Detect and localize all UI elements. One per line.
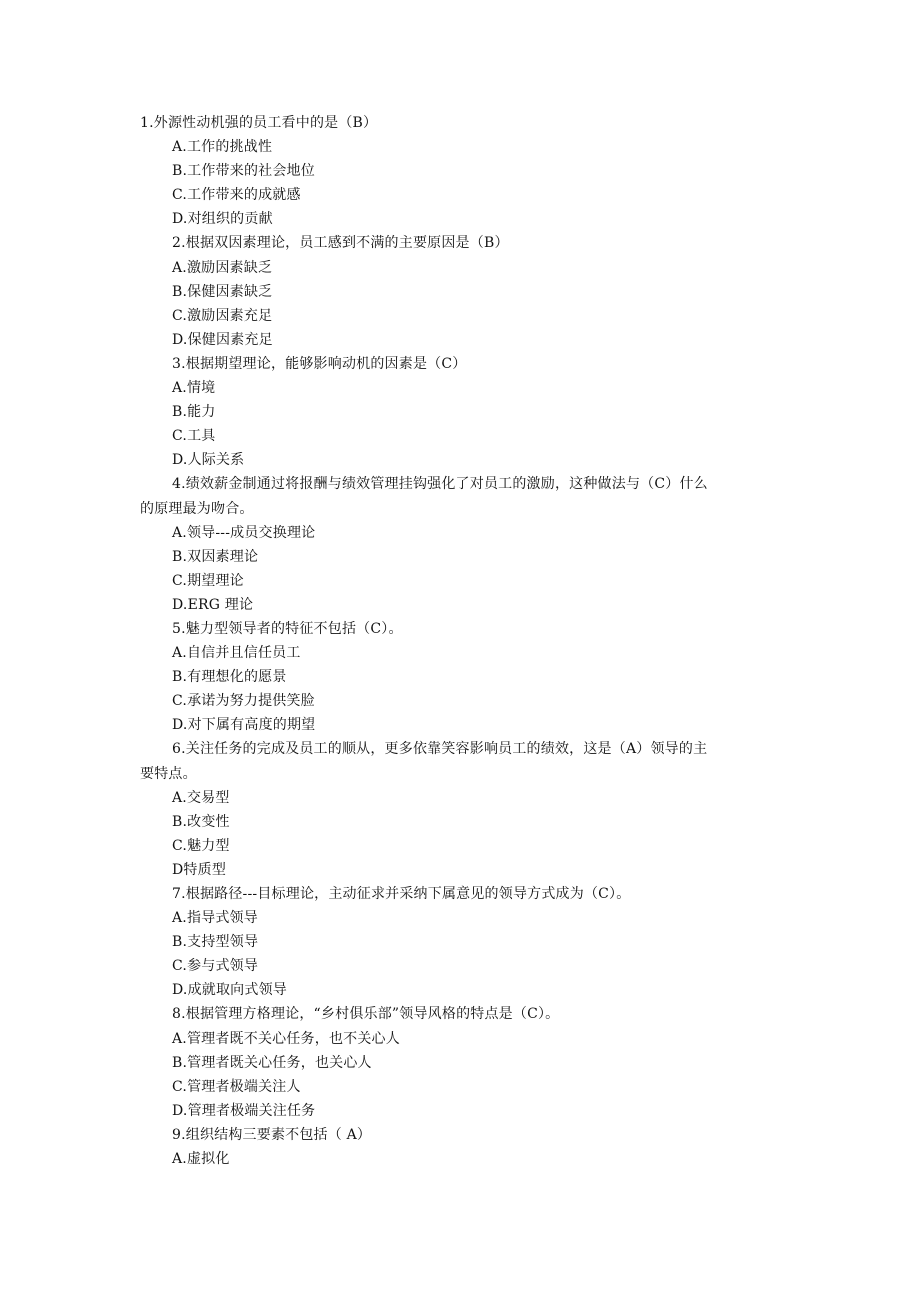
question-5-option-c: C.承诺为努力提供笑脸 xyxy=(172,693,315,710)
question-6-option-c: C.魅力型 xyxy=(172,837,230,854)
question-5-option-d: D.对下属有高度的期望 xyxy=(172,717,316,734)
question-4-option-d: D.ERG 理论 xyxy=(172,596,254,613)
question-7-option-d: D.成就取向式领导 xyxy=(172,982,287,999)
question-3-option-b: B.能力 xyxy=(172,404,216,421)
question-7-option-b: B.支持型领导 xyxy=(172,934,259,951)
question-8-stem: 8.根据管理方格理论，“乡村俱乐部”领导风格的特点是（C）。 xyxy=(172,1006,560,1023)
question-1-option-b: B.工作带来的社会地位 xyxy=(172,163,315,180)
question-3-stem: 3.根据期望理论，能够影响动机的因素是（C） xyxy=(172,355,467,372)
question-9-stem: 9.组织结构三要素不包括（ A） xyxy=(172,1126,372,1143)
question-6-option-d: D特质型 xyxy=(172,861,227,878)
question-3-option-a: A.情境 xyxy=(172,380,216,397)
question-8-option-c: C.管理者极端关注人 xyxy=(172,1078,301,1095)
question-7-option-a: A.指导式领导 xyxy=(172,910,258,927)
question-6-option-a: A.交易型 xyxy=(172,789,230,806)
question-2-option-a: A.激励因素缺乏 xyxy=(172,259,273,276)
question-4-stem-line-2: 的原理最为吻合。 xyxy=(140,500,254,517)
question-8-option-b: B.管理者既关心任务，也关心人 xyxy=(172,1054,372,1071)
question-6-stem-line-1: 6.关注任务的完成及员工的顺从，更多依靠笑容影响员工的绩效，这是（A）领导的主 xyxy=(172,741,708,758)
question-2-option-b: B.保健因素缺乏 xyxy=(172,283,273,300)
question-4-option-b: B.双因素理论 xyxy=(172,548,259,565)
question-9-option-a: A.虚拟化 xyxy=(172,1151,230,1168)
question-3-option-c: C.工具 xyxy=(172,428,216,445)
question-2-stem: 2.根据双因素理论，员工感到不满的主要原因是（B） xyxy=(172,235,509,252)
question-5-option-a: A.自信并且信任员工 xyxy=(172,645,301,662)
question-6-option-b: B.改变性 xyxy=(172,813,230,830)
question-1-option-a: A.工作的挑战性 xyxy=(172,139,273,156)
question-5-stem: 5.魅力型领导者的特征不包括（C）。 xyxy=(172,620,403,637)
question-4-stem-line-1: 4.绩效薪金制通过将报酬与绩效管理挂钩强化了对员工的激励，这种做法与（C）什么 xyxy=(172,476,708,493)
question-1-option-c: C.工作带来的成就感 xyxy=(172,187,301,204)
question-8-option-d: D.管理者极端关注任务 xyxy=(172,1102,316,1119)
question-4-option-c: C.期望理论 xyxy=(172,572,244,589)
question-7-stem: 7.根据路径---目标理论，主动征求并采纳下属意见的领导方式成为（C）。 xyxy=(172,886,631,902)
question-2-option-d: D.保健因素充足 xyxy=(172,331,273,348)
question-1-option-d: D.对组织的贡献 xyxy=(172,211,273,228)
document-body xyxy=(140,111,790,1171)
question-2-option-c: C.激励因素充足 xyxy=(172,307,273,324)
question-7-option-c: C.参与式领导 xyxy=(172,958,259,975)
question-8-option-a: A.管理者既不关心任务，也不关心人 xyxy=(172,1030,400,1047)
question-5-option-b: B.有理想化的愿景 xyxy=(172,669,287,686)
question-4-option-a: A.领导---成员交换理论 xyxy=(172,524,316,541)
question-6-stem-line-2: 要特点。 xyxy=(140,765,197,782)
question-3-option-d: D.人际关系 xyxy=(172,452,245,469)
question-1-stem: 1.外源性动机强的员工看中的是（B） xyxy=(140,115,378,131)
